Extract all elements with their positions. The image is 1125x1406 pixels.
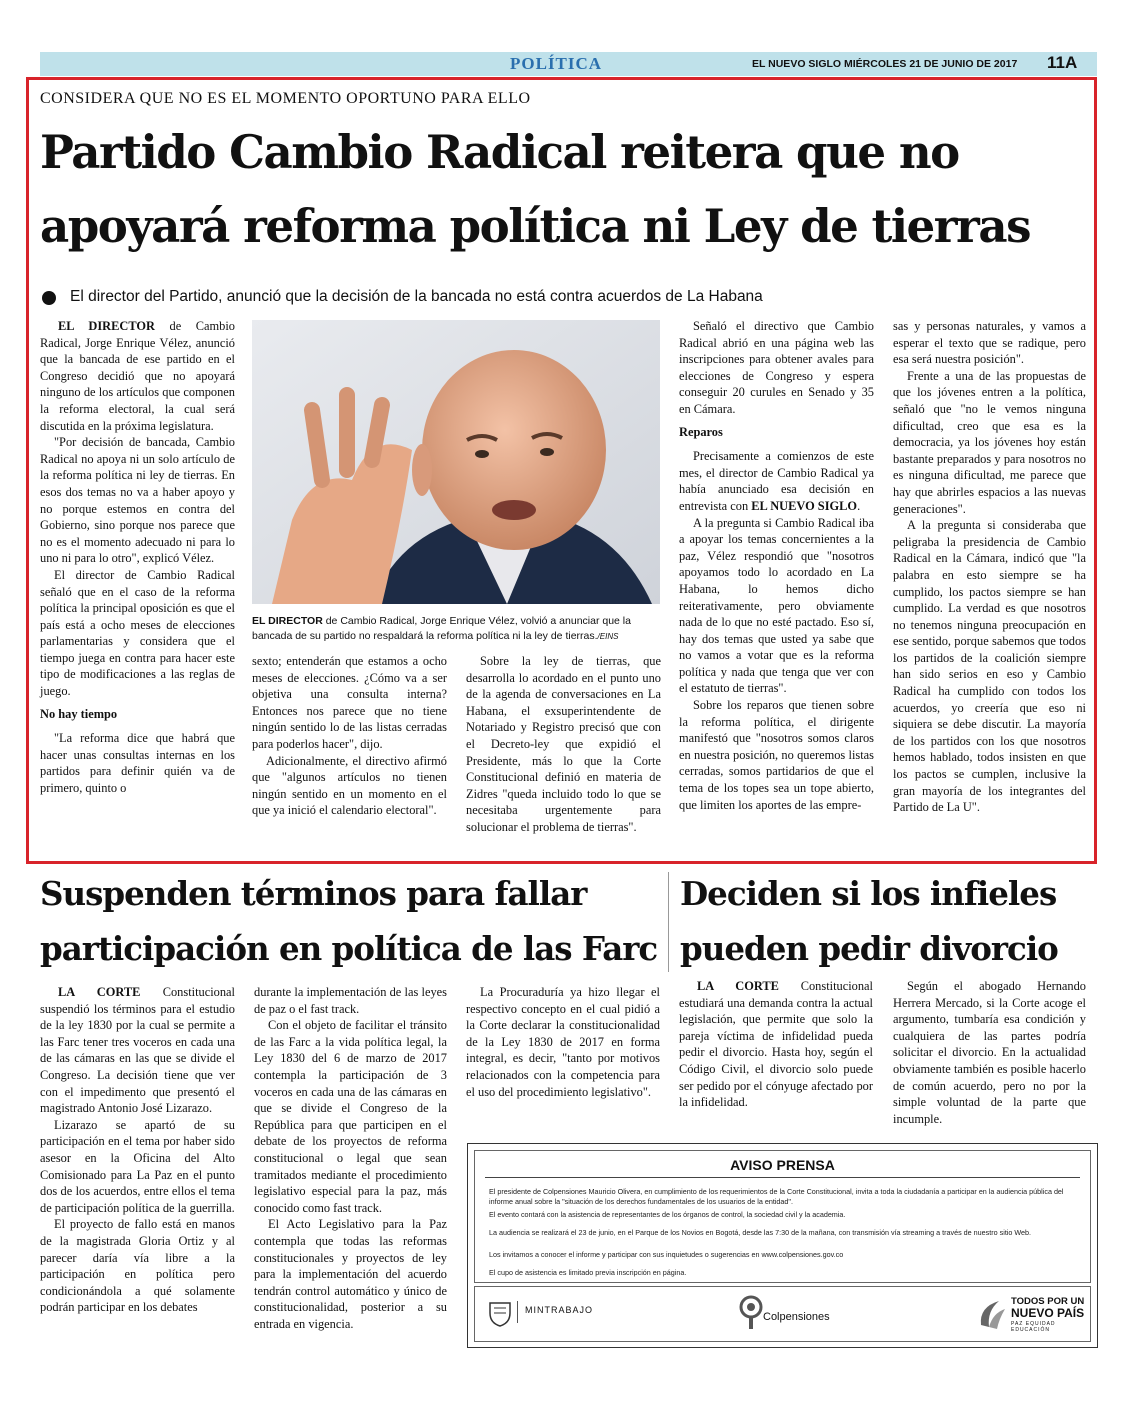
paragraph: A la pregunta si consideraba que peligraba la presidencia de Cambio Radical en la Cámara, indicó que "la palabra en esto siempre se ha cumplido, los pactos siempre se han cumplido. La verdad es que nosotros no tenemos ninguna preocupación en ese sentido, porque sabemos que todos los partidos de la coalición siempre han sido serios en eso y Cambio Radical ha cumplido con todos los acuerdos, yo creería que eso ni siquiera se debe discutir. La mayoría de los partidos con los que nosotros hemos hablado, todos insisten en que los pactos se cumplen, inclusive la gran mayoría de los integrantes del Partido de La U".	[893, 518, 1086, 815]
aviso-paragraph: La audiencia se realizará el 23 de junio, en el Parque de los Novios en Bogotá, desde las 7:30 de la mañana, con transmisión vía streaming a través de nuestro sitio Web.	[489, 1228, 1032, 1237]
divorce-headline-line-2: pueden pedir divorcio	[680, 929, 1058, 968]
aviso-title: AVISO PRENSA	[730, 1157, 835, 1173]
lead-in: LA CORTE	[697, 979, 779, 993]
main-column-4: Señaló el directivo que Cambio Radical abrió en una página web las inscripciones para obtener avales para elecciones de Congreso y espera conseguir 20 curules en Senado y 35 en Cámara. Reparos Precisamente a comienzos de este mes, el director de Cambio Radical ya había anunciado esa decisión en entrevista con EL NUEVO SIGLO. A la pregunta si Cambio Radical iba a apoyar los temas concernientes a la paz, Vélez respondió que "nosotros apoyamos todo lo acordado en La Habana, lo hemos dicho reiterativamente, pero obviamente nada de lo que no esté pactado. Eso sí, hay dos temas que usted ya sabe que no vamos a votar que es la reforma política y nada que tenga que ver con el estatuto de tierras". Sobre los reparos que tienen sobre la reforma política, el dirigente manifestó que "nosotros somos claros en nuestra posición, no queremos listas cerradas, somos partidarios de que el tema de los topes sea un tope abierto, que limiten los aportes de las empre-	[679, 319, 874, 812]
aviso-paragraph: El presidente de Colpensiones Mauricio Olivera, en cumplimiento de los requerimientos de la Corte Constitucional, invita a toda la ciudadanía a participar en la audiencia pública del informe anual sobre la "situación de los derechos fundamentales de los usuarios de la entidad".	[489, 1187, 1064, 1206]
farc-column-1	[40, 984, 235, 1316]
lead-in: LA CORTE	[58, 985, 141, 999]
main-column-5	[893, 318, 1086, 816]
aviso-text-box	[474, 1150, 1091, 1283]
subheadline: El director del Partido, anunció que la decisión de la bancada no está contra acuerdos de La Habana	[70, 288, 763, 305]
main-column-2	[252, 653, 447, 819]
main-column-3	[466, 653, 661, 836]
divorce-column-1	[679, 978, 873, 1111]
aviso-prensa-ad	[467, 1143, 1098, 1348]
paragraph: "Por decisión de bancada, Cambio Radical no apoya ni un solo artículo de la reforma política ni ley de tierras. En esos dos temas no va a haber apoyo y no porque estemos en contra del Gobierno, sino porque nos parece que no es el momento adecuado ni para lo uno ni para lo otro", explicó Vélez.	[40, 435, 235, 566]
paragraph: Frente a una de las propuestas de que los jóvenes entren a la política, señaló que "no le vemos ninguna dificultad, creo que esa es la democracia, ya los jóvenes hoy están bastante preparados y para nosotros no es ninguna dificultad, me parece que hay que abrirles espacios a las nuevas generaciones".	[893, 368, 1086, 516]
divorce-column-2	[893, 978, 1086, 1127]
paragraph: Constitucional estudiará una demanda contra la actual legislación, que permite que solo la pareja víctima de infidelidad pueda pedir el divorcio. Hasta hoy, según el Código Civil, el divorcio solo puede ser pedido por el cónyuge afectado por la infidelidad.	[679, 979, 873, 1110]
divider	[485, 1177, 1080, 1178]
nuevo-pais-line-3: PAZ EQUIDAD EDUCACIÓN	[1011, 1321, 1056, 1333]
paragraph: sexto; entenderán que estamos a ocho meses de elecciones. ¿Cómo va a ser objetiva una consulta interna? Entonces nos parece que no tiene ningún sentido lo de las listas cerradas para poderlos hacer", dijo.	[252, 654, 447, 751]
photo-caption	[252, 614, 664, 644]
divider	[517, 1301, 518, 1323]
headline-line-2: apoyará reforma política ni Ley de tierras	[40, 199, 1030, 253]
farc-headline-line-1: Suspenden términos para fallar	[40, 874, 587, 913]
paragraph: Lizarazo se apartó de su participación en el tema por haber sido asesor en la Oficina del Alto Comisionado para La Paz en el punto dos de los acuerdos, entre ellos el tema de participación política de la guerrilla.	[40, 1117, 235, 1215]
farc-column-3	[466, 984, 660, 1100]
paragraph: Sobre los reparos que tienen sobre la reforma política, el dirigente manifestó que "nosotros somos claros en nuestra posición, no queremos listas cerradas, somos partidarios de que el tema de los topes sea un tope abierto, que limiten los aportes de las empre-	[679, 698, 874, 812]
divorce-headline-line-1: Deciden si los infieles	[680, 874, 1057, 913]
aviso-paragraph: Los invitamos a conocer el informe y participar con sus inquietudes o sugerencias en www.colpensiones.gov.co	[489, 1250, 844, 1259]
paragraph: El director de Cambio Radical señaló que en el caso de la reforma política la principal oposición es que el país está a ocho meses de elecciones parlamentarias y considera que el tiempo juega en contra para hacer este tipo de modificaciones a las reglas de juego.	[40, 567, 235, 699]
paragraph: El proyecto de fallo está en manos de la magistrada Gloria Ortiz y al parecer daría vía libre a la participación en política pero condicionándola a qué solamente podrán participar en los debates	[40, 1217, 235, 1315]
paragraph: sas y personas naturales, y vamos a esperar el texto que se radique, pero esa será nuestra posición".	[893, 319, 1086, 367]
lead-in: EL DIRECTOR	[58, 319, 155, 333]
aviso-paragraph: El cupo de asistencia es limitado previa inscripción en página.	[489, 1268, 687, 1277]
paragraph: El Acto Legislativo para la Paz contempla que todas las reformas constitucionales y proyectos de ley para la implementación del acuerdo tendrán control automático y único de constitucionalidad, posterior a su entrada en vigencia.	[254, 1217, 447, 1331]
kicker: CONSIDERA QUE NO ES EL MOMENTO OPORTUNO PARA ELLO	[40, 90, 531, 107]
paragraph: Según el abogado Hernando Herrera Mercado, si la Corte acoge el argumento, tumbaría esa condición y cualquiera de las partes podría solicitar el divorcio. En la actualidad obviamente también es posible hacerlo de común acuerdo, pero no por la simple voluntad de la parte que incumple.	[893, 979, 1086, 1126]
column-rule	[668, 872, 669, 972]
paragraph: de Cambio Radical, Jorge Enrique Vélez, anunció que la bancada de ese partido en el Congreso decidió que no apoyará ninguno de los artículos que componen la reforma electoral, la cual será discutida en la próxima legislatura.	[40, 319, 235, 433]
farc-headline-line-2: participación en política de las Farc	[40, 929, 658, 968]
paper-name: EL NUEVO SIGLO	[751, 498, 858, 513]
paragraph: La Procuraduría ya hizo llegar el respectivo concepto en el cual pidió a la Corte declarar la constitucionalidad de la Ley 1830 de 2017 en forma integral, es decir, "tanto por motivos relacionados con la competencia para el uso del procedimiento legislativo".	[466, 985, 660, 1099]
todos-por-un-nuevo-pais-icon	[975, 1297, 1009, 1331]
nuevo-pais-line-2: NUEVO PAÍS	[1011, 1306, 1085, 1320]
photo-credit: /EINS	[597, 632, 619, 641]
subtitle: Reparos	[679, 424, 723, 439]
section-label: POLÍTICA	[510, 54, 603, 73]
headline-line-1: Partido Cambio Radical reitera que no	[40, 125, 959, 179]
caption-text: de Cambio Radical, Jorge Enrique Vélez, volvió a anunciar que la bancada de su partido no respaldará la reforma política ni la ley de tierras.	[252, 615, 631, 642]
director-photo	[252, 320, 660, 604]
nuevo-pais-line-1: TODOS POR UN	[1011, 1296, 1085, 1307]
caption-lead: EL DIRECTOR	[252, 615, 323, 627]
paragraph: Señaló el directivo que Cambio Radical abrió en una página web las inscripciones para obtener avales para elecciones de Congreso y espera conseguir 20 curules en Senado y 35 en Cámara.	[679, 319, 874, 416]
paragraph: Sobre la ley de tierras, que desarrolla lo acordado en el punto uno de la agenda de conversaciones en La Habana, el exsuperintendente de Notariado y Registro precisó que con el Decreto-ley que expidió el Presidente, más lo que la Corte Constitucional definió en materia de Zidres "queda incluido todo lo que se necesitaba urgentemente para solucionar el problema de tierras".	[466, 654, 661, 834]
paper-date-line: EL NUEVO SIGLO MIÉRCOLES 21 DE JUNIO DE 2017	[752, 58, 1018, 70]
aviso-paragraph: El evento contará con la asistencia de representantes de los órganos de control, la sociedad civil y la academia.	[489, 1210, 846, 1219]
bullet-icon	[42, 291, 56, 305]
page-number: 11A	[1047, 53, 1078, 72]
main-column-1	[40, 318, 235, 797]
paragraph: Constitucional suspendió los términos para el estudio de la ley 1830 por la cual se permite a las Farc tener tres voceros en cada una de las cámaras en las que se divide el Congreso. La decisión tiene que ver con el impedimento que presentó el magistrado Antonio José Lizarazo.	[40, 985, 235, 1116]
paragraph: Con el objeto de facilitar el tránsito de las Farc a la vida política legal, la Ley 1830 del 6 de marzo de 2017 contempla la participación de 3 voceros en cada una de las cámaras en que se divide el Congreso de la República para que participen en el debate de los proyectos de reforma constitucional o legal que sean tramitados mediante el procedimiento legislativo especial para la paz, más conocido como fast track.	[254, 1018, 447, 1215]
paragraph: A la pregunta si Cambio Radical iba a apoyar los temas concernientes a la paz, Vélez respondió que "nosotros apoyamos todo lo acordado en La Habana, lo hemos dicho reiterativamente, pero obviamente nada de lo que no esté pactado. Eso sí, hay dos temas que usted ya sabe que no vamos a votar que es la reforma política y nada que tenga que ver con el estatuto de tierras".	[679, 515, 874, 696]
paragraph: Adicionalmente, el directivo afirmó que "algunos artículos no tienen ningún sentido en un momento en el que ya inició el calendario electoral".	[252, 753, 447, 818]
subtitle: No hay tiempo	[40, 706, 118, 721]
paragraph: durante la implementación de las leyes de paz o el fast track.	[254, 985, 447, 1016]
mintrabajo-logo: MINTRABAJO	[525, 1305, 594, 1315]
coat-of-arms-icon	[487, 1299, 513, 1327]
paragraph: "La reforma dice que habrá que hacer unas consultas internas en los partidos para definir quién va de primero, quinto o	[40, 731, 235, 796]
colpensiones-logo: Colpensiones	[763, 1311, 830, 1323]
sponsor-logos	[474, 1286, 1091, 1342]
farc-column-2	[254, 984, 447, 1332]
paragraph: Precisamente a comienzos de este mes, el director de Cambio Radical ya había anunciado esa decisión en entrevista con	[679, 449, 874, 513]
